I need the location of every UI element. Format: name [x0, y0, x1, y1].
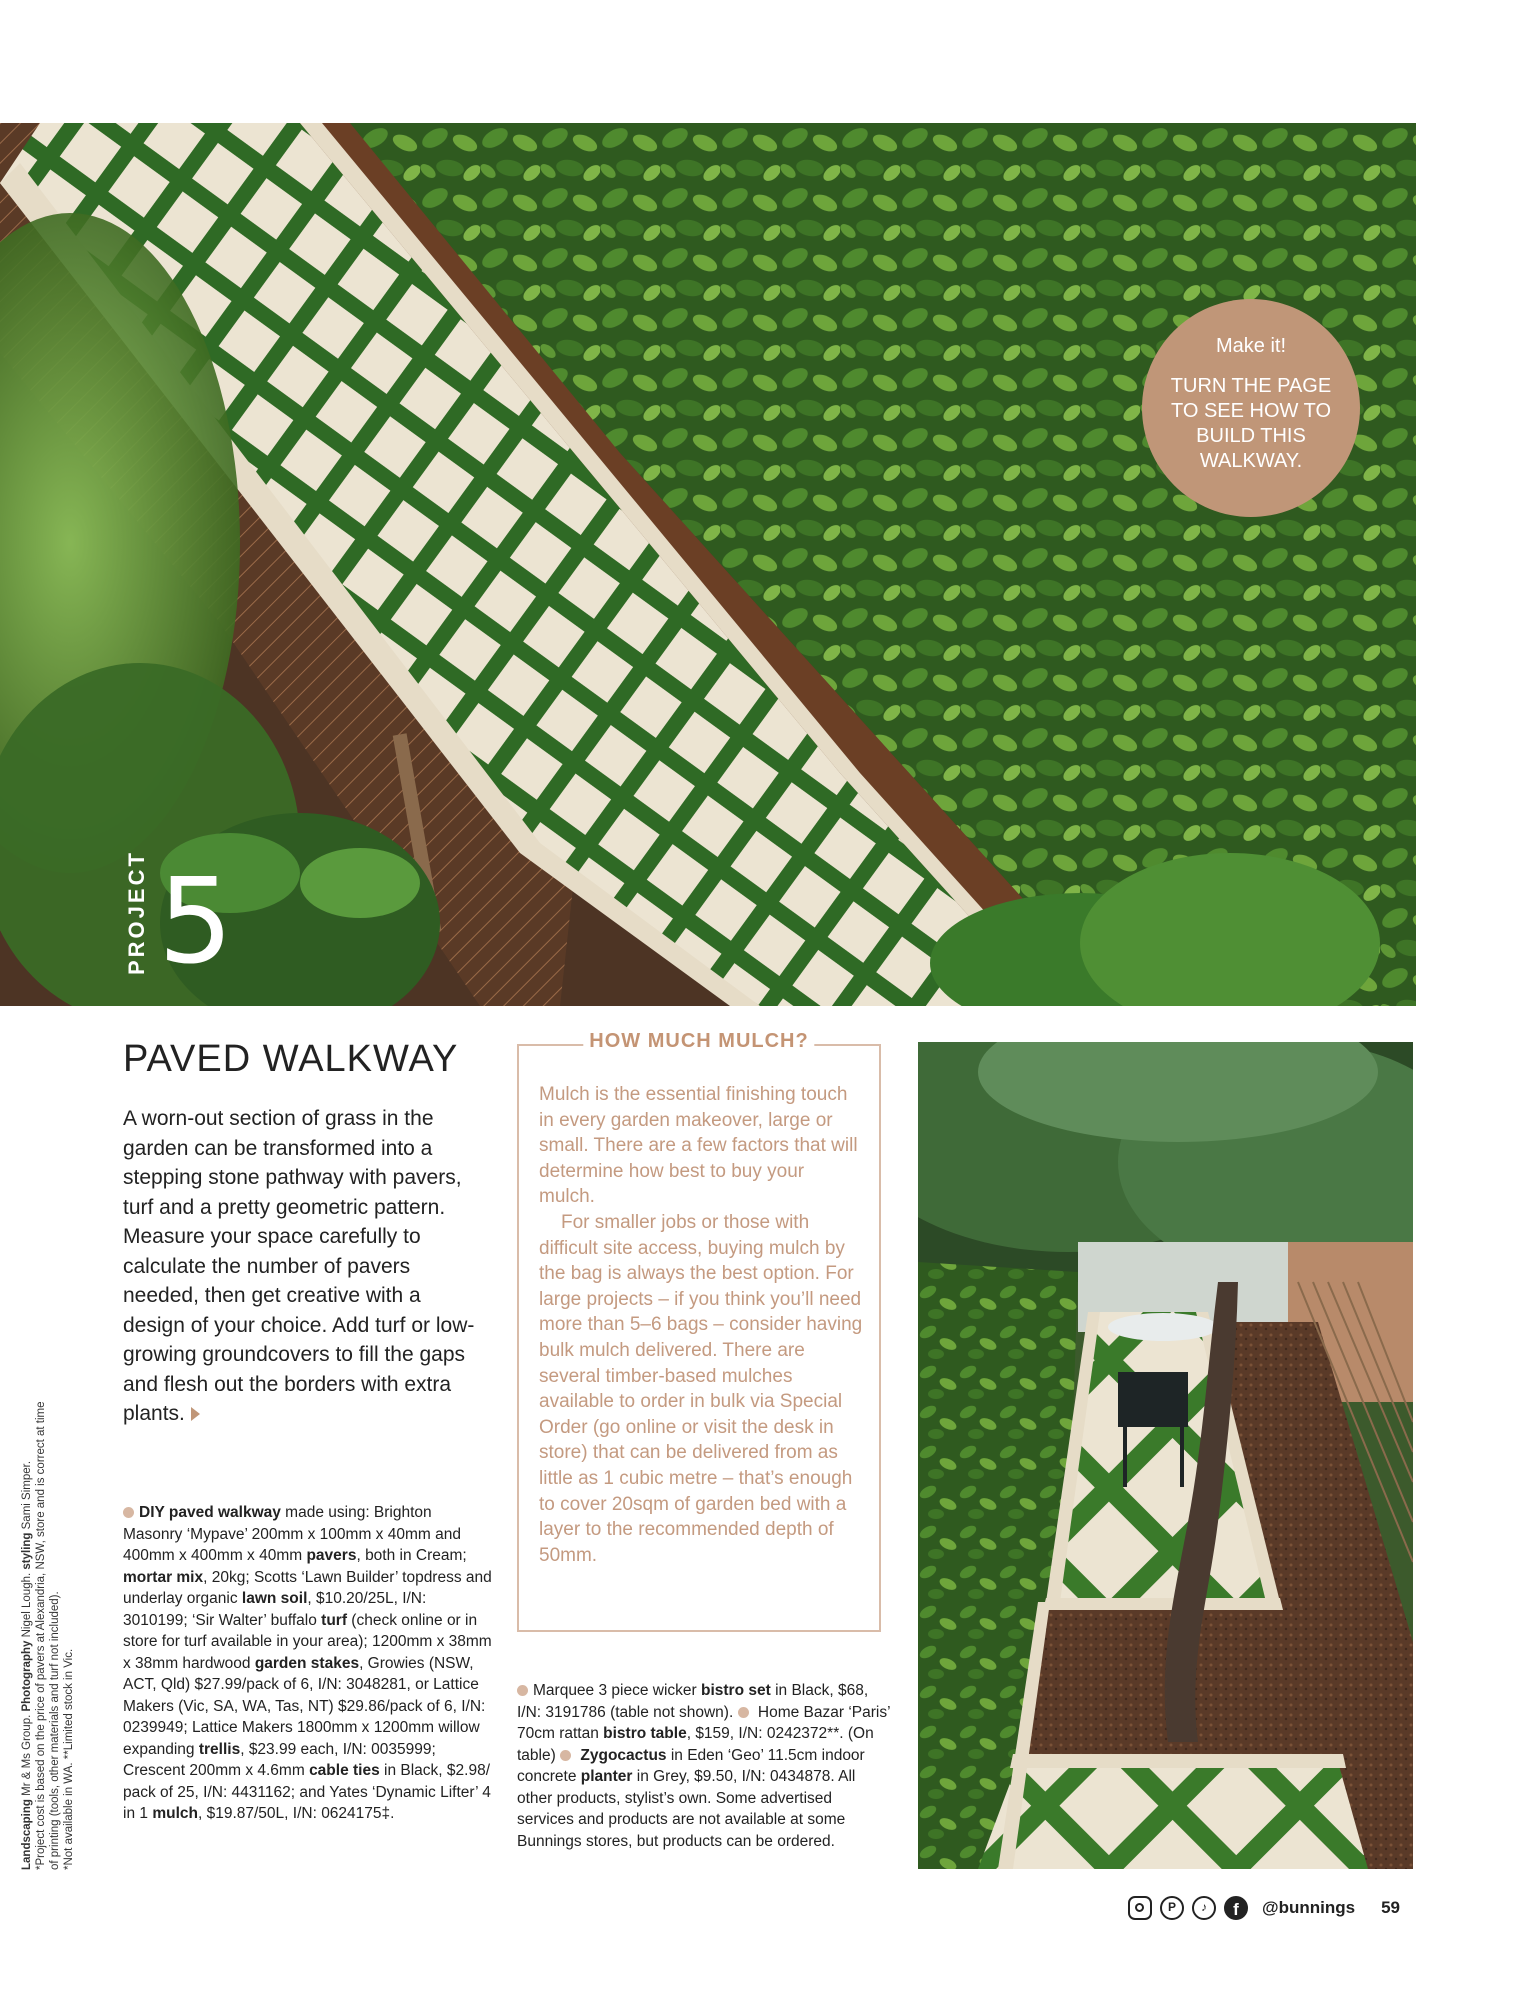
product-name: mortar mix	[123, 1568, 204, 1586]
tiktok-icon[interactable]: ♪	[1192, 1896, 1216, 1920]
article-intro-text: A worn-out section of grass in the garden can be transformed into a stepping stone pathway with pavers, turf and a pretty geometric pattern. Measure your space carefully to calculate the number of pavers needed, then get creative with a design of your choice. Add turf or low-growing groundcovers to fill the gaps and flesh out the borders with extra plants.	[123, 1107, 475, 1425]
project-cost-note: *Project cost is based on the price of pavers at Alexandria, NSW, store and is correct at time of printing (tools, other materials and turf not included).	[35, 1401, 61, 1870]
product-name: pavers	[306, 1547, 357, 1564]
mulch-box-heading: HOW MUCH MULCH?	[583, 1030, 814, 1053]
product-name: trellis	[198, 1740, 241, 1758]
make-it-badge[interactable]	[1142, 299, 1360, 517]
social-handle[interactable]: @bunnings	[1262, 1898, 1356, 1917]
product-name: garden stakes	[254, 1654, 360, 1672]
article-intro	[123, 1104, 483, 1429]
pinterest-icon[interactable]: P	[1160, 1896, 1184, 1920]
product-credits-left	[123, 1502, 495, 1825]
instagram-icon[interactable]	[1128, 1896, 1152, 1920]
mulch-paragraph-2: For smaller jobs or those with difficult site access, buying mulch by the bag is always the best option. For large projects – if you think you’ll need more than 5–6 bags – consider having bulk mulch delivered. There are several timber-based mulches available to order in bulk via Special Order (go online or visit the desk in store) that can be delivered from as little as 1 cubic metre – that’s enough to cover 20sqm of garden bed with a layer to the recommended depth of 50mm.	[539, 1211, 863, 1566]
product-detail: , both in Cream;	[356, 1547, 467, 1564]
product-detail: , $23.99 each, I/N: 0035999; Crescent 200mm x 4.6mm	[123, 1740, 436, 1779]
photo-credits-line	[20, 1400, 34, 1870]
product-name: Photography	[21, 1640, 33, 1712]
bullet-dot-icon	[560, 1750, 571, 1761]
product-detail: Sami Simper.	[21, 1460, 33, 1533]
product-detail: , Growies (NSW, ACT, Qld) $27.99/pack of 6, I/N: 3048281, or Lattice Makers (Vic, SA, WA, Tas, NT) $29.86/pack of 6, I/N: 0239949; Lattice Makers 1800mm x 1200mm willow expanding	[123, 1654, 486, 1758]
product-credits-right	[517, 1680, 891, 1852]
facebook-icon[interactable]: f	[1224, 1896, 1248, 1920]
page-number: 59	[1381, 1898, 1400, 1917]
product-detail: , 20kg; Scotts ‘Lawn Builder’ topdress and underlay organic	[123, 1568, 492, 1607]
project-number: 5	[158, 852, 234, 990]
product-name: styling	[21, 1532, 33, 1570]
page-footer	[1128, 1893, 1400, 1923]
product-detail: , $10.20/25L, I/N: 3010199; ‘Sir Walter’ buffalo	[123, 1590, 427, 1629]
how-much-mulch-box	[517, 1030, 881, 1632]
product-detail: , $159, I/N: 0242372**. (On table)	[517, 1725, 874, 1764]
availability-note: *Not available in WA. **Limited stock in Vic.	[63, 1648, 75, 1870]
continue-arrow-icon	[191, 1407, 200, 1421]
bullet-dot-icon	[738, 1707, 749, 1718]
product-detail: Mr & Ms Group.	[21, 1711, 33, 1800]
product-detail: in Eden ‘Geo’ 11.5cm indoor concrete	[517, 1746, 865, 1785]
project-label: PROJECT	[124, 850, 149, 975]
garden-path-illustration	[918, 1042, 1413, 1869]
product-name: lawn soil	[241, 1590, 308, 1607]
badge-message: TURN THE PAGE TO SEE HOW TO BUILD THIS WALKWAY.	[1170, 375, 1332, 472]
bullet-dot-icon	[123, 1507, 134, 1518]
product-name: Zygocactus	[580, 1746, 667, 1764]
product-name: planter	[580, 1768, 633, 1785]
garden-path-photo	[918, 1042, 1413, 1869]
product-detail: in Grey, $9.50, I/N: 0434878. All other products, stylist’s own. Some advertised services and products are not available at some Bunnings stores, but products can be ordered.	[517, 1768, 856, 1850]
product-name: cable ties	[309, 1762, 380, 1779]
product-detail: Home Bazar ‘Paris’ 70cm rattan	[517, 1703, 890, 1742]
photo-credits-sidebar	[20, 1400, 76, 1870]
product-detail: in Black, $68, I/N: 3191786 (table not shown).	[517, 1682, 869, 1721]
badge-kicker: Make it!	[1215, 335, 1287, 357]
product-detail: , $19.87/50L, I/N: 0624175‡.	[197, 1805, 395, 1822]
product-name: Landscaping	[21, 1799, 33, 1870]
product-detail: Nigel Lough.	[21, 1569, 33, 1641]
product-name: bistro set	[701, 1682, 771, 1699]
bullet-dot-icon	[517, 1685, 528, 1696]
product-detail: in Black, $2.98/ pack of 25, I/N: 4431162; and Yates ‘Dynamic Lifter’ 4 in 1	[123, 1762, 491, 1822]
product-detail: made using: Brighton Masonry ‘Mypave’ 200mm x 100mm x 40mm and 400mm x 400mm x 40mm	[123, 1504, 461, 1564]
product-name: DIY paved walkway	[139, 1504, 281, 1521]
product-detail: (check online or in store for turf available in your area); 1200mm x 38mm x 38mm hardwood	[123, 1611, 492, 1672]
product-name: mulch	[152, 1805, 198, 1822]
product-detail: Marquee 3 piece wicker	[533, 1682, 701, 1699]
mulch-paragraph-1: Mulch is the essential finishing touch in every garden makeover, large or small. There are a few factors that will determine how best to buy your mulch.	[539, 1084, 858, 1208]
product-name: bistro table	[603, 1725, 687, 1742]
article-title: PAVED WALKWAY	[123, 1038, 459, 1080]
product-name: turf	[321, 1611, 347, 1629]
